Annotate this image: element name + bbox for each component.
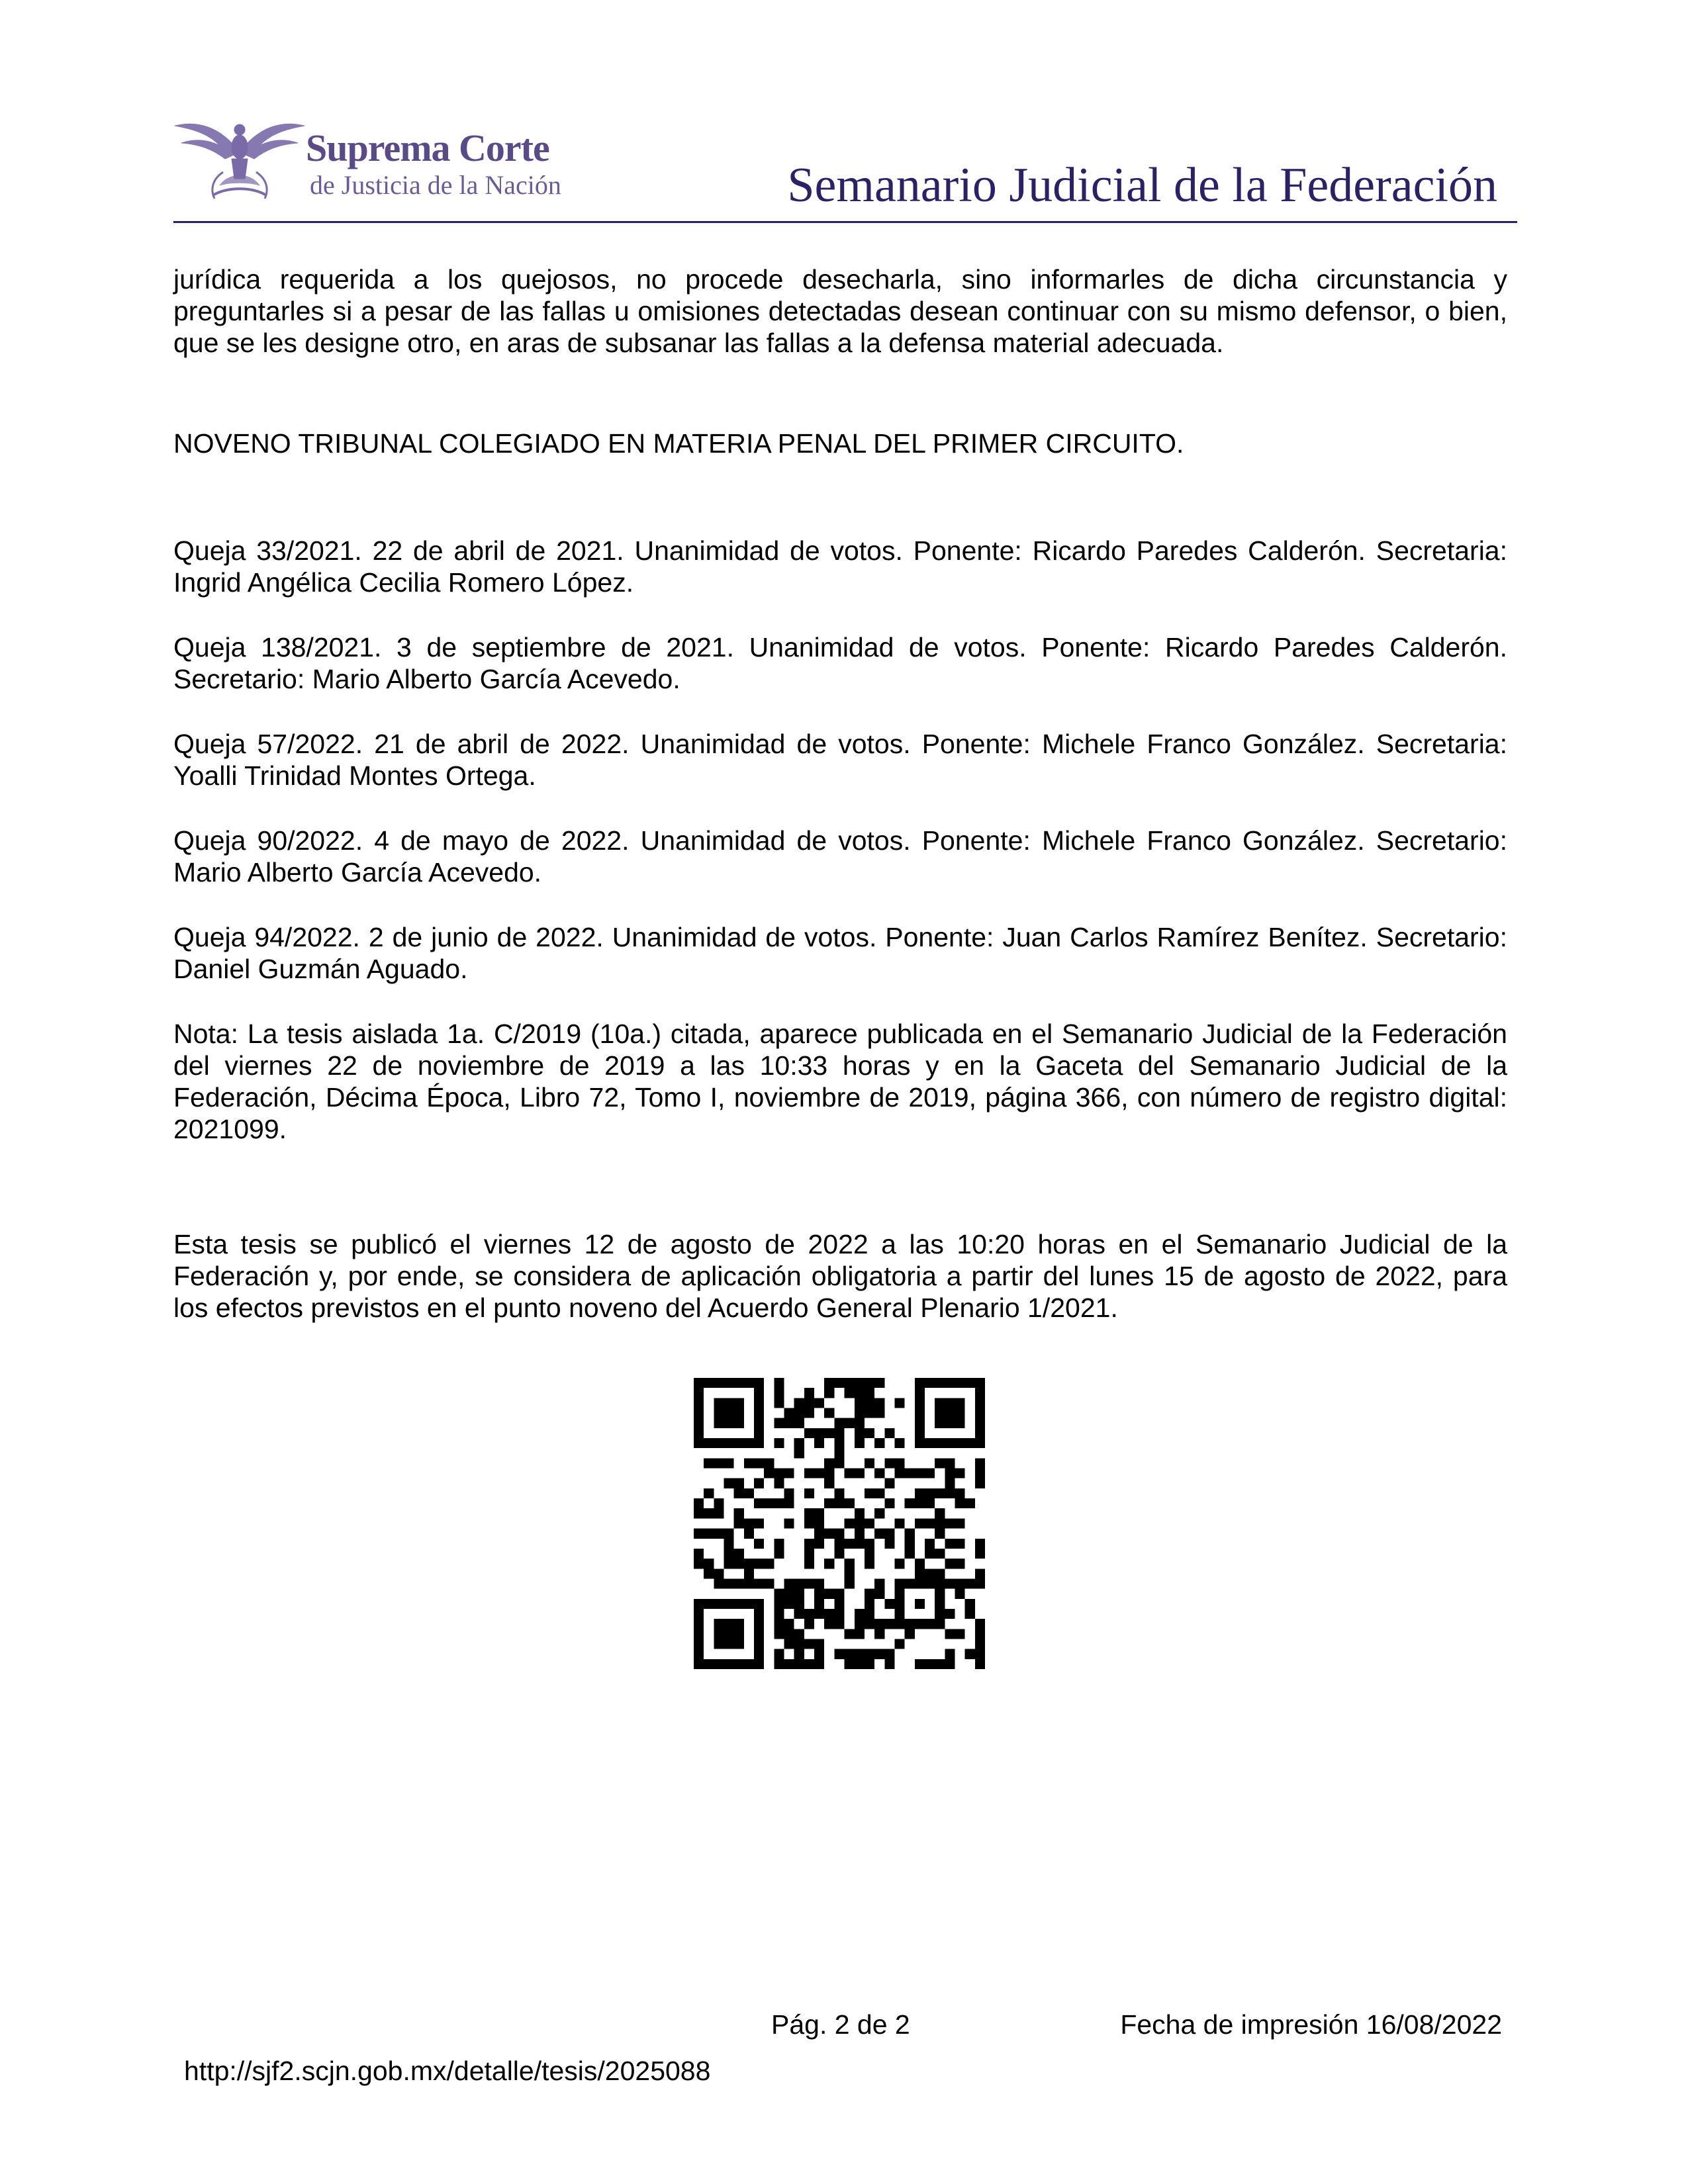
scjn-logo	[173, 106, 561, 212]
paragraph-precedent-1: Queja 33/2021. 22 de abril de 2021. Unanimidad de votos. Ponente: Ricardo Paredes Calderón. Secretaria: Ingrid Angélica Cecilia Romero López.	[173, 535, 1507, 598]
paragraph-precedent-4: Queja 90/2022. 4 de mayo de 2022. Unanimidad de votos. Ponente: Michele Franco González. Secretario: Mario Alberto García Acevedo.	[173, 825, 1507, 887]
logo-text-primary: Suprema Corte	[306, 126, 549, 169]
paragraph-publication: Esta tesis se publicó el viernes 12 de agosto de 2022 a las 10:20 horas en el Semanario Judicial de la Federación y, por ende, se considera de aplicación obligatoria a partir del lunes 15 de agosto de 2022, para los efectos previstos en el punto noveno del Acuerdo General Plenario 1/2021.	[173, 1229, 1507, 1323]
paragraph-tribunal: NOVENO TRIBUNAL COLEGIADO EN MATERIA PENAL DEL PRIMER CIRCUITO.	[173, 428, 1184, 459]
page-header	[173, 106, 1517, 225]
page-number: Pág. 2 de 2	[771, 2009, 910, 2040]
eagle-emblem-icon	[173, 106, 306, 205]
paragraph-note: Nota: La tesis aislada 1a. C/2019 (10a.) citada, aparece publicada en el Semanario Judicial de la Federación del viernes 22 de noviembre de 2019 a las 10:33 horas y en la Gaceta del Semanario Judicial de la Federación, Décima Época, Libro 72, Tomo I, noviembre de 2019, página 366, con número de registro digital: 2021099.	[173, 1019, 1507, 1144]
document-url[interactable]: http://sjf2.scjn.gob.mx/detalle/tesis/2025088	[184, 2056, 711, 2086]
header-divider	[173, 221, 1517, 223]
logo-text-secondary: de Justicia de la Nación	[310, 170, 561, 200]
print-date: Fecha de impresión 16/08/2022	[1120, 2009, 1502, 2040]
paragraph-precedent-5: Queja 94/2022. 2 de junio de 2022. Unanimidad de votos. Ponente: Juan Carlos Ramírez Benítez. Secretario: Daniel Guzmán Aguado.	[173, 922, 1507, 984]
paragraph-precedent-3: Queja 57/2022. 21 de abril de 2022. Unanimidad de votos. Ponente: Michele Franco González. Secretaria: Yoalli Trinidad Montes Ortega.	[173, 729, 1507, 791]
paragraph-continuation: jurídica requerida a los quejosos, no procede desecharla, sino informarles de dicha circunstancia y preguntarles si a pesar de las fallas u omisiones detectadas desean continuar con su mismo defensor, o bien, que se les designe otro, en aras de subsanar las fallas a la defensa material adecuada.	[173, 264, 1507, 358]
paragraph-precedent-2: Queja 138/2021. 3 de septiembre de 2021. Unanimidad de votos. Ponente: Ricardo Paredes Calderón. Secretario: Mario Alberto García Acevedo.	[173, 632, 1507, 694]
publication-title: Semanario Judicial de la Federación	[787, 158, 1497, 212]
qr-code-icon	[694, 1378, 985, 1669]
